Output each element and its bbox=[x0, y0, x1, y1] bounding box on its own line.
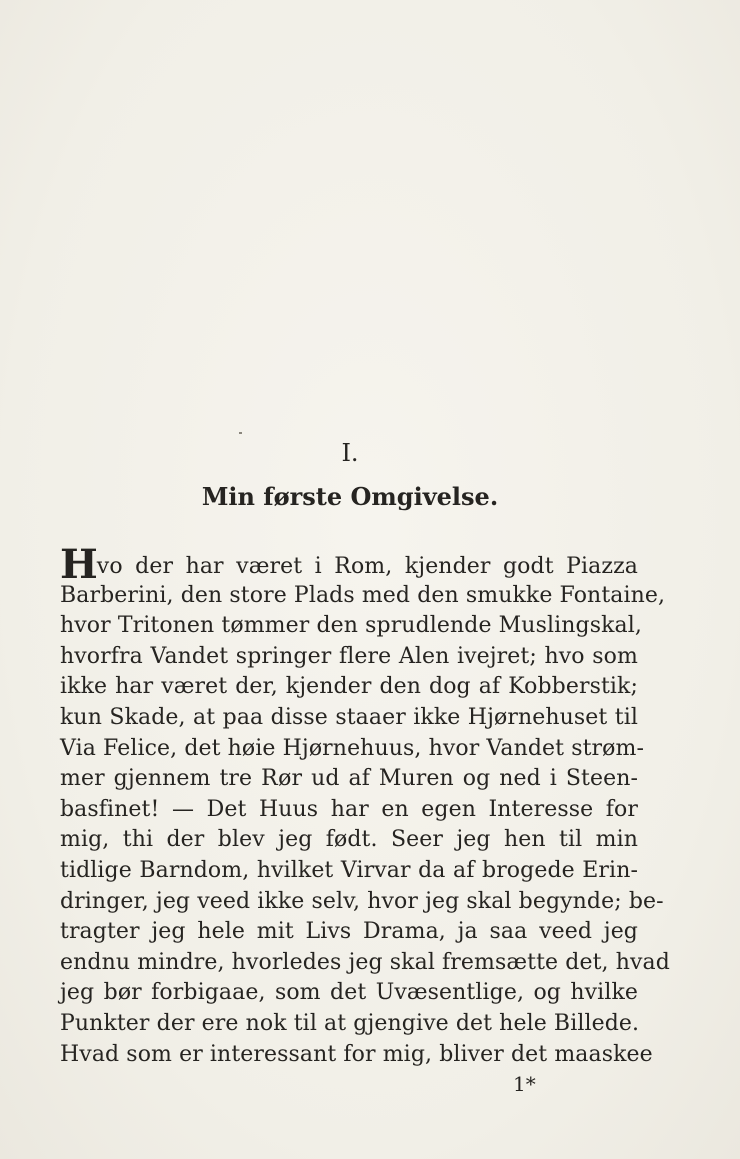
body-paragraph bbox=[60, 541, 670, 1070]
text-line: tidlige Barndom, hvilket Virvar da af brogede Erin- bbox=[60, 857, 638, 883]
text-line: Punkter der ere nok til at gjengive det hele Billede. bbox=[60, 1010, 640, 1036]
text-line: ikke har været der, kjender den dog af Kobberstik; bbox=[60, 674, 638, 700]
text-line: endnu mindre, hvorledes jeg skal fremsætte det, hvad bbox=[60, 949, 670, 975]
text-line bbox=[60, 541, 638, 588]
text-line: tragter jeg hele mit Livs Drama, ja saa veed jeg bbox=[60, 919, 638, 945]
signature-mark: 1* bbox=[513, 1072, 536, 1096]
text-line: kun Skade, at paa disse staaer ikke Hjørnehuset til bbox=[60, 704, 638, 730]
text-line-content: vo der har været i Rom, kjender godt Piazza bbox=[96, 554, 638, 579]
text-line: mer gjennem tre Rør ud af Muren og ned i Steen- bbox=[60, 766, 638, 792]
text-line: Hvad som er interessant for mig, bliver det maaskee bbox=[60, 1041, 653, 1067]
text-line: Barberini, den store Plads med den smukke Fontaine, bbox=[60, 582, 666, 608]
text-line: hvor Tritonen tømmer den sprudlende Muslingskal, bbox=[60, 613, 642, 639]
drop-cap: H bbox=[60, 541, 97, 588]
chapter-title: Min første Omgivelse. bbox=[201, 482, 499, 511]
text-line: hvorfra Vandet springer flere Alen ivejret; hvo som bbox=[60, 643, 638, 669]
chapter-number: I. bbox=[341, 439, 359, 467]
text-line: jeg bør forbigaae, som det Uvæsentlige, og hvilke bbox=[60, 980, 638, 1006]
text-line: basfinet! — Det Huus har en egen Interesse for bbox=[60, 796, 638, 822]
text-line: Via Felice, det høie Hjørnehuus, hvor Vandet strøm- bbox=[60, 735, 644, 761]
print-speck bbox=[239, 432, 242, 434]
text-line: mig, thi der blev jeg født. Seer jeg hen til min bbox=[60, 827, 638, 853]
text-line: dringer, jeg veed ikke selv, hvor jeg skal begynde; be- bbox=[60, 888, 664, 914]
